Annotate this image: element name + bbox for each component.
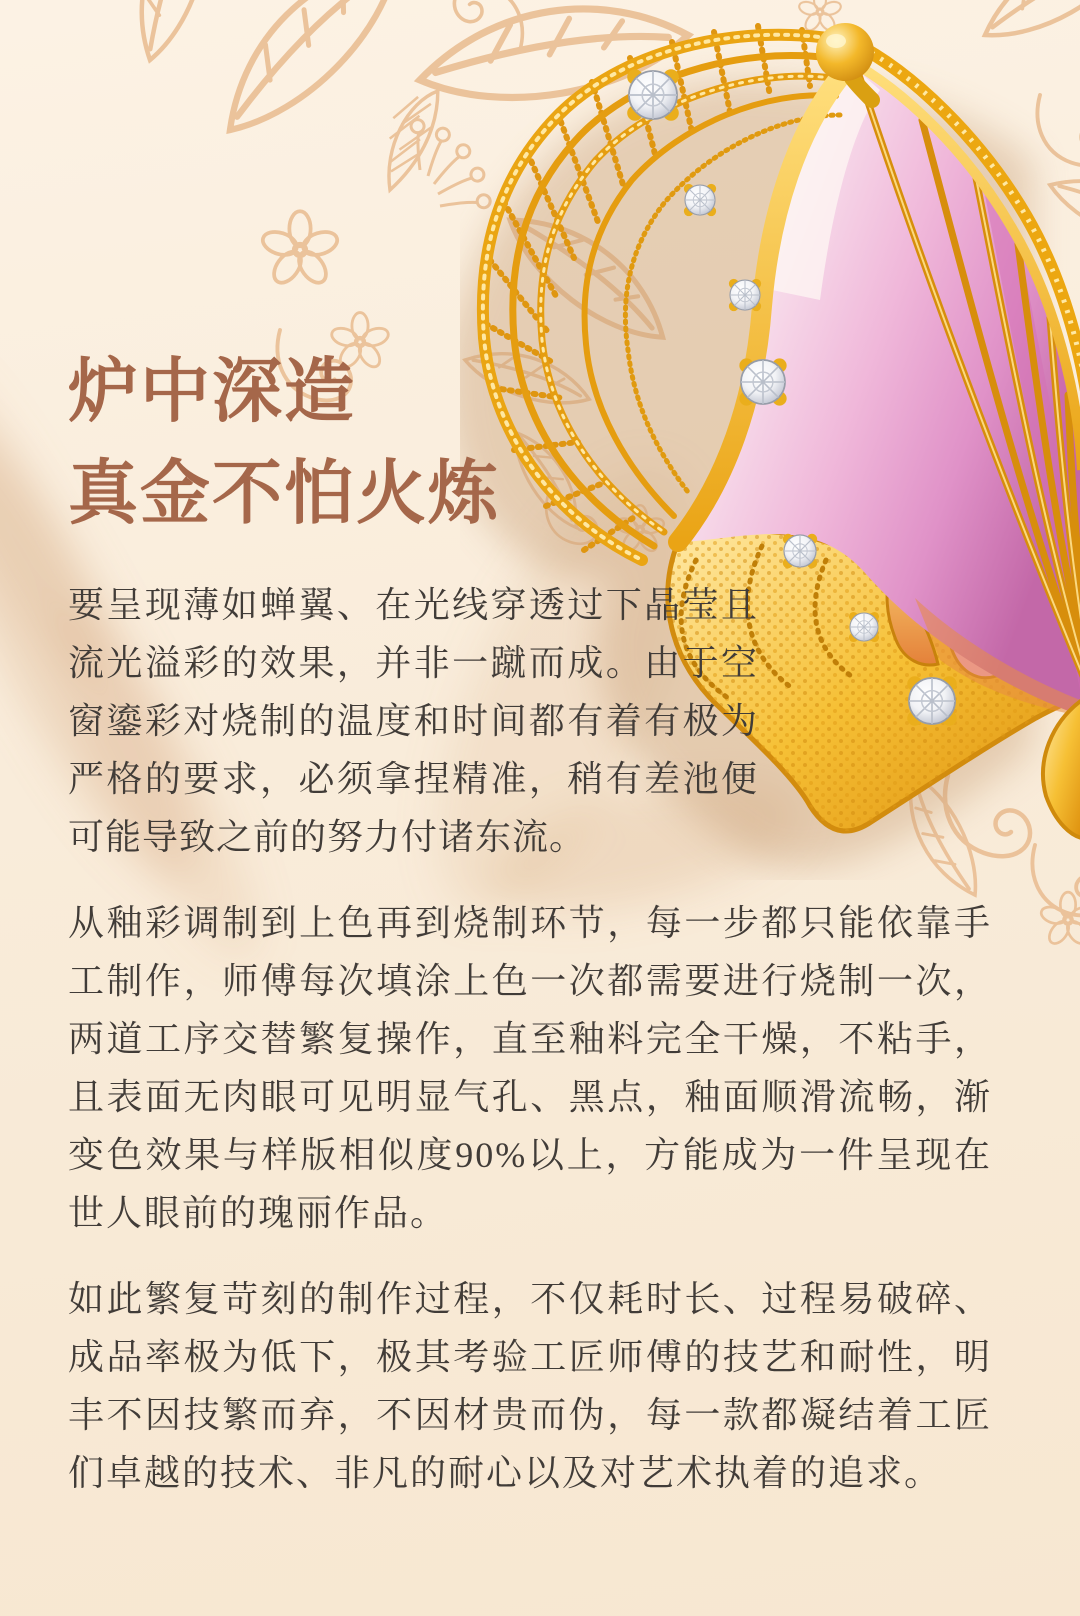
body-edge-gold — [1043, 700, 1080, 838]
paragraph-craftsman-spirit: 如此繁复苛刻的制作过程，不仅耗时长、过程易破碎、成品率极为低下，极其考验工匠师傅的技艺和耐性，明丰不因技繁而弃，不因材贵而伪，每一款都凝结着工匠们卓越的技术、非凡的耐心以及对艺术执着的追求。 — [68, 1279, 992, 1493]
title-line-1: 炉中深造 — [68, 354, 356, 431]
paragraph-handcraft-process: 从釉彩调制到上色再到烧制环节，每一步都只能依靠手工制作，师傅每次填涂上色一次都需要进行烧制一次，两道工序交替繁复操作，直至釉料完全干燥，不粘手，且表面无肉眼可见明显气孔、黑点，釉面顺滑流畅，渐变色效果与样版相似度90%以上，方能成为一件呈现在世人眼前的瑰丽作品。 — [68, 903, 992, 1233]
paragraph-enamel-firing: 要呈现薄如蝉翼、在光线穿透过下晶莹且流光溢彩的效果，并非一蹴而成。由于空窗鎏彩对烧制的温度和时间都有着有极为严格的要求，必须拿捏精准，稍有差池便可能导致之前的努力付诸东流。 — [68, 585, 758, 857]
page-title — [68, 342, 500, 546]
title-line-2: 真金不怕火炼 — [68, 456, 500, 533]
